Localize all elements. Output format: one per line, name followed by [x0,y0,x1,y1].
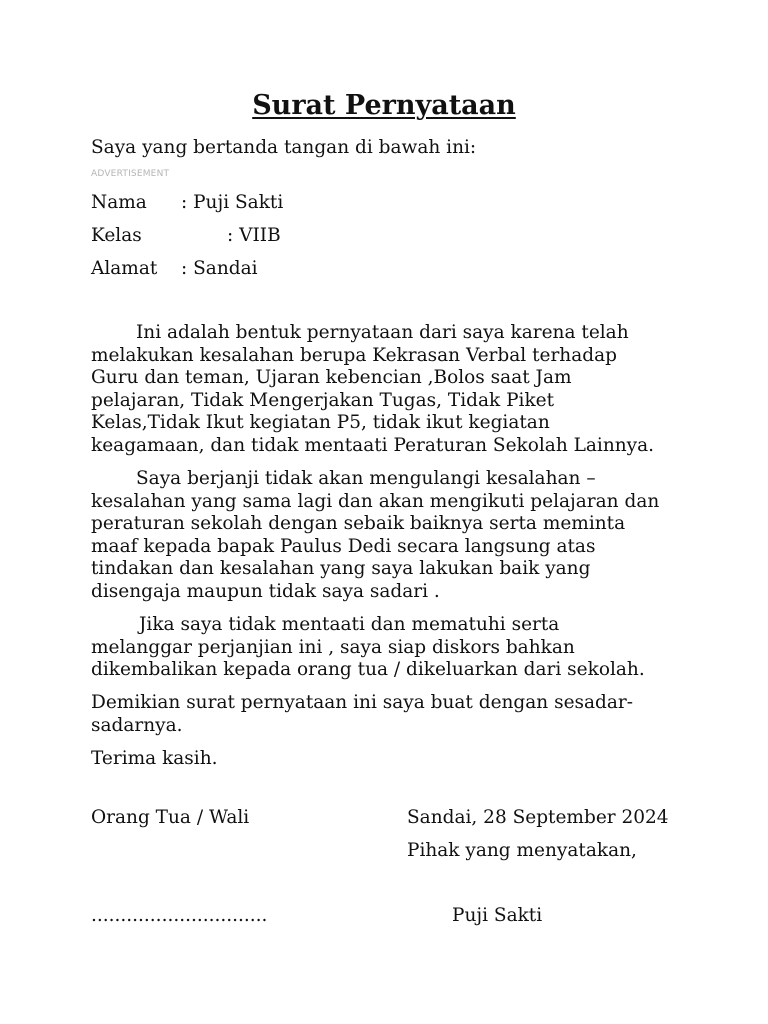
field-label-nama: Nama [91,192,147,213]
paragraph-line: maaf kepada bapak Paulus Dedi secara langsung atas [91,535,596,557]
paragraph-line: Demikian surat pernyataan ini saya buat dengan sesadar- [91,692,634,713]
paragraph-line: tindakan dan kesalahan yang saya lakukan baik yang [91,558,591,579]
paragraph-line: keagamaan, dan tidak mentaati Peraturan Sekolah Lainnya. [91,434,655,456]
paragraph-line: Jika saya tidak mentaati dan mematuhi serta [139,614,560,635]
field-value-kelas: : VIIB [227,225,281,246]
closing-thanks: Terima kasih. [91,748,218,769]
paragraph-line: peraturan sekolah dengan sebaik baiknya serta meminta [91,513,626,534]
paragraph-consequence [91,614,645,682]
field-value-nama: : Puji Sakti [181,192,284,213]
signature-place-date: Sandai, 28 September 2024 [407,807,669,828]
paragraph-closing-statement [91,692,633,737]
paragraph-line: pelajaran, Tidak Mengerjakan Tugas, Tidak Piket [91,389,555,411]
field-label-alamat: Alamat [91,258,158,279]
field-value-alamat: : Sandai [181,258,258,279]
field-label-kelas: Kelas [91,225,142,246]
signature-left-blank: .............................. [91,905,268,926]
advertisement-label: ADVERTISEMENT [91,169,170,179]
paragraph-line: Guru dan teman, Ujaran kebencian ,Bolos saat Jam [91,367,572,388]
signature-left-role: Orang Tua / Wali [91,807,250,828]
paragraph-line: Saya berjanji tidak akan mengulangi kesalahan – [136,468,596,489]
paragraph-statement [91,322,654,457]
paragraph-line: disengaja maupun tidak saya sadari . [91,580,440,602]
paragraph-line: kesalahan yang sama lagi dan akan mengikuti pelajaran dan [91,490,660,512]
intro-text: Saya yang bertanda tangan di bawah ini: [91,137,477,158]
paragraph-promise [91,468,659,603]
paragraph-line: sadarnya. [91,714,183,736]
signature-right-role: Pihak yang menyatakan, [407,840,637,861]
paragraph-line: melakukan kesalahan berupa Kekrasan Verbal terhadap [91,344,617,366]
paragraph-line: melanggar perjanjian ini , saya siap diskors bahkan [91,636,575,658]
paragraph-line: dikembalikan kepada orang tua / dikeluarkan dari sekolah. [91,659,645,680]
paragraph-line: Ini adalah bentuk pernyataan dari saya karena telah [136,322,629,343]
document-title: Surat Pernyataan [252,90,516,121]
paragraph-line: Kelas,Tidak Ikut kegiatan P5, tidak ikut kegiatan [91,412,550,433]
signature-right-name: Puji Sakti [452,905,543,926]
